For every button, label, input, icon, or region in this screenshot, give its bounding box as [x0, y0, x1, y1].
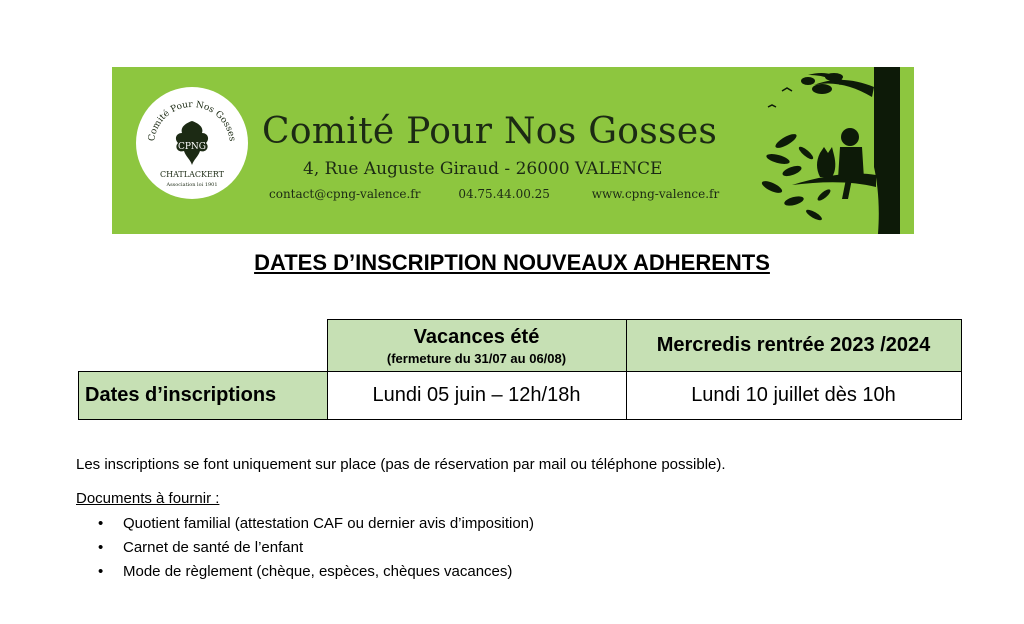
svg-text:CHATLACKERT: CHATLACKERT — [159, 170, 225, 179]
column-header-note: (fermeture du 31/07 au 06/08) — [386, 350, 567, 366]
contact-phone: 04.75.44.00.25 — [458, 187, 550, 201]
table-row — [79, 372, 962, 420]
registration-dates-table — [78, 319, 962, 420]
organization-logo — [136, 87, 248, 199]
organization-address: 4, Rue Auguste Giraud - 26000 VALENCE — [303, 159, 663, 179]
header-banner — [112, 67, 914, 234]
contact-website: www.cpng-valence.fr — [591, 187, 720, 201]
documents-heading: Documents à fournir : — [76, 490, 220, 507]
on-site-registration-note: Les inscriptions se font uniquement sur place (pas de réservation par mail ou téléphone possible). — [76, 456, 726, 473]
table-cell-wednesday-date: Lundi 10 juillet dès 10h — [626, 372, 961, 420]
contact-line — [269, 187, 720, 201]
documents-list — [98, 515, 534, 587]
column-header-label: Vacances été — [413, 325, 540, 348]
bullet-icon: • — [98, 515, 104, 532]
row-header-dates: Dates d’inscriptions — [79, 372, 328, 420]
list-item — [98, 539, 534, 563]
svg-text:Association loi 1901: Association loi 1901 — [166, 182, 218, 188]
column-header-summer — [327, 320, 626, 372]
column-header-label: Mercredis rentrée 2023 /2024 — [656, 334, 931, 356]
list-item — [98, 563, 534, 587]
table-cell-summer-date: Lundi 05 juin – 12h/18h — [327, 372, 626, 420]
list-item-text: Mode de règlement (chèque, espèces, chèques vacances) — [123, 563, 513, 580]
tree-silhouette-illustration — [674, 67, 914, 234]
contact-email: contact@cpng-valence.fr — [269, 187, 421, 201]
column-header-wednesdays — [626, 320, 961, 372]
organization-name: Comité Pour Nos Gosses — [262, 111, 718, 152]
list-item-text: Quotient familial (attestation CAF ou dernier avis d’imposition) — [123, 515, 535, 532]
bullet-icon: • — [98, 563, 104, 580]
bullet-icon: • — [98, 539, 104, 556]
table-corner-blank — [79, 320, 328, 372]
list-item-text: Carnet de santé de l’enfant — [123, 539, 304, 556]
svg-text:Comité Pour Nos Gosses: Comité Pour Nos Gosses — [147, 99, 237, 143]
page-title: DATES D’INSCRIPTION NOUVEAUX ADHERENTS — [254, 250, 770, 275]
list-item — [98, 515, 534, 539]
svg-text:CPNG: CPNG — [177, 142, 207, 152]
